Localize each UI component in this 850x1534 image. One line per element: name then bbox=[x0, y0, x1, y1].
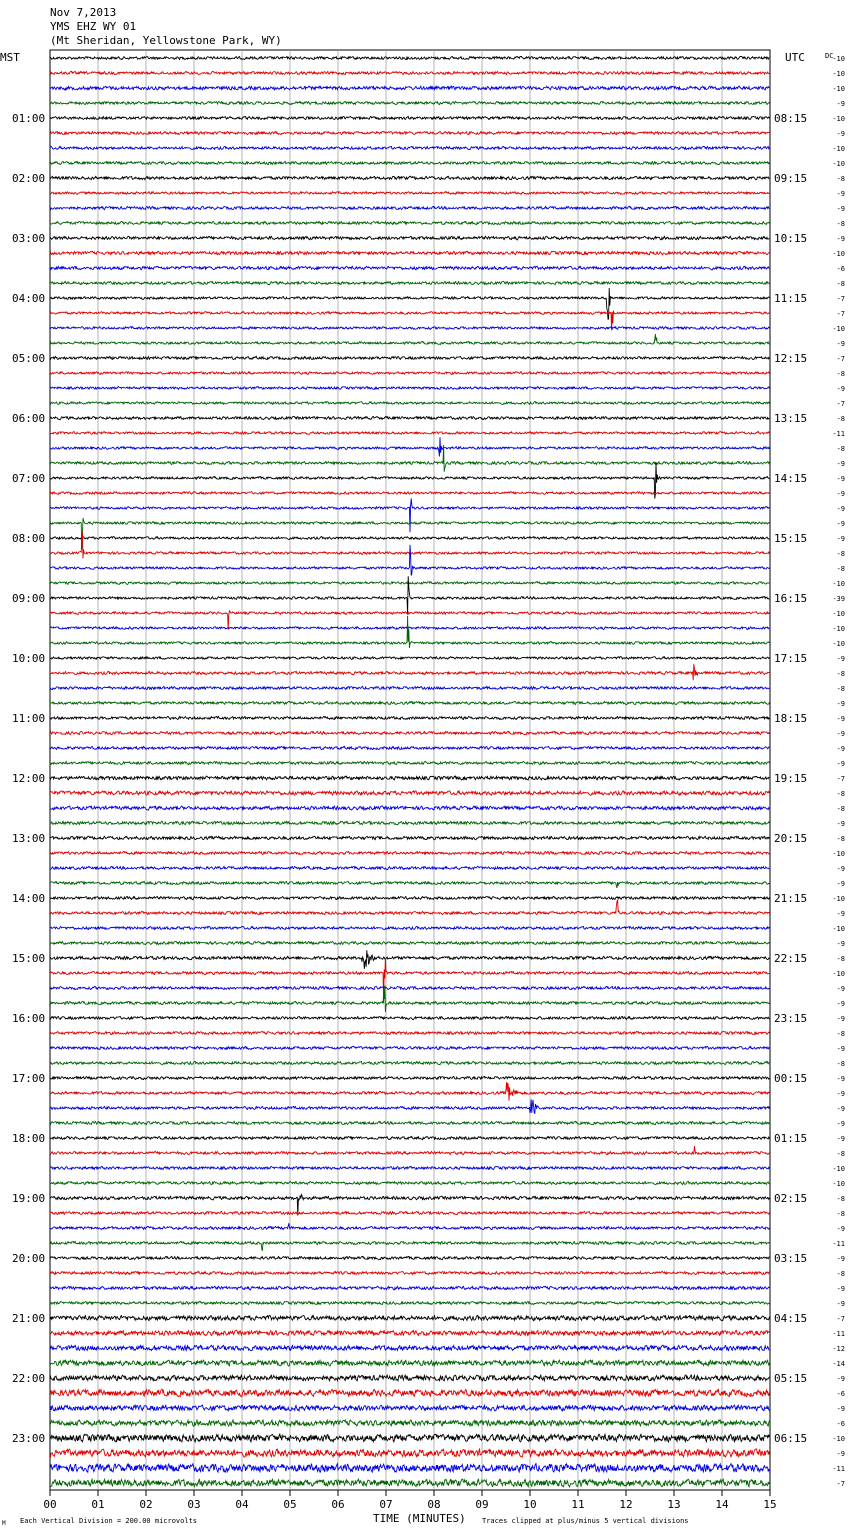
trace-row bbox=[50, 372, 769, 375]
header-station: YMS EHZ WY 01 bbox=[50, 20, 137, 33]
mst-hour-label: 15:00 bbox=[12, 952, 46, 965]
utc-hour-label: 19:15 bbox=[774, 772, 808, 785]
x-tick-label: 05 bbox=[283, 1498, 297, 1511]
trace-row bbox=[50, 791, 769, 795]
trace-row bbox=[50, 1479, 769, 1487]
trace-row bbox=[50, 776, 769, 780]
dc-offset-value: -6 bbox=[836, 1390, 845, 1398]
dc-offset-value: -8 bbox=[836, 1150, 845, 1158]
dc-offset-value: -9 bbox=[836, 880, 845, 888]
utc-hour-label: 14:15 bbox=[774, 472, 808, 485]
dc-offset-value: -9 bbox=[836, 865, 845, 873]
dc-offset-value: -10 bbox=[832, 1180, 845, 1188]
dc-offset-value: -8 bbox=[836, 955, 845, 963]
mst-hour-label: 03:00 bbox=[12, 232, 46, 245]
corner-mark: M bbox=[2, 1520, 6, 1527]
dc-offset-value: -9 bbox=[836, 1285, 845, 1293]
trace-row bbox=[50, 686, 769, 689]
trace-row bbox=[50, 57, 769, 60]
trace-row bbox=[50, 545, 769, 576]
trace-row bbox=[50, 492, 769, 495]
dc-offset-value: -10 bbox=[832, 1165, 845, 1173]
dc-offset-value: -9 bbox=[836, 1450, 845, 1458]
dc-offset-value: -10 bbox=[832, 85, 845, 93]
trace-row bbox=[50, 1181, 769, 1184]
dc-offset-value: -8 bbox=[836, 280, 845, 288]
trace-row bbox=[50, 731, 769, 734]
utc-hour-label: 17:15 bbox=[774, 652, 808, 665]
dc-offset-value: -9 bbox=[836, 190, 845, 198]
dc-offset-value: -6 bbox=[836, 265, 845, 273]
utc-hour-labels bbox=[774, 112, 807, 1445]
scale-note: Each Vertical Division = 200.00 microvolts bbox=[20, 1517, 198, 1525]
trace-row bbox=[50, 1405, 769, 1411]
dc-offset-value: -11 bbox=[832, 1330, 845, 1338]
utc-hour-label: 01:15 bbox=[774, 1132, 808, 1145]
mst-hour-label: 19:00 bbox=[12, 1192, 46, 1205]
mst-hour-label: 05:00 bbox=[12, 352, 46, 365]
dc-offset-value: -9 bbox=[836, 745, 845, 753]
dc-offset-value: -9 bbox=[836, 820, 845, 828]
trace-row bbox=[50, 701, 769, 704]
dc-offset-value: -9 bbox=[836, 460, 845, 468]
dc-offset-value: -10 bbox=[832, 895, 845, 903]
dc-offset-value: -10 bbox=[832, 850, 845, 858]
utc-hour-label: 13:15 bbox=[774, 412, 808, 425]
dc-offset-value: -9 bbox=[836, 505, 845, 513]
trace-row bbox=[50, 1146, 769, 1155]
x-axis-label: TIME (MINUTES) bbox=[373, 1512, 466, 1525]
trace-row bbox=[50, 1047, 769, 1050]
trace-row bbox=[50, 498, 769, 532]
trace-row bbox=[50, 334, 769, 344]
dc-offset-value: -9 bbox=[836, 205, 845, 213]
trace-row bbox=[50, 881, 769, 888]
utc-hour-label: 21:15 bbox=[774, 892, 808, 905]
dc-offset-value: -8 bbox=[836, 445, 845, 453]
utc-hour-label: 00:15 bbox=[774, 1072, 808, 1085]
trace-row bbox=[50, 746, 769, 749]
trace-row bbox=[50, 958, 769, 1003]
mst-hour-label: 08:00 bbox=[12, 532, 46, 545]
dc-offset-value: -9 bbox=[836, 1300, 845, 1308]
dc-offset-value: -9 bbox=[836, 1135, 845, 1143]
x-axis-ticks bbox=[43, 1490, 776, 1511]
utc-hour-label: 08:15 bbox=[774, 112, 808, 125]
dc-offset-value: -8 bbox=[836, 685, 845, 693]
trace-row bbox=[50, 266, 769, 270]
trace-row bbox=[50, 1099, 769, 1113]
dc-offset-value: -9 bbox=[836, 985, 845, 993]
mst-hour-label: 21:00 bbox=[12, 1312, 46, 1325]
dc-offset-value: -9 bbox=[836, 1045, 845, 1053]
dc-offset-value: -9 bbox=[836, 1405, 845, 1413]
trace-row bbox=[50, 327, 769, 330]
dc-offset-value: -8 bbox=[836, 1060, 845, 1068]
dc-offset-value: -7 bbox=[836, 400, 845, 408]
dc-offset-value: -9 bbox=[836, 490, 845, 498]
trace-row bbox=[50, 537, 769, 540]
trace-row bbox=[50, 176, 769, 180]
mst-hour-label: 16:00 bbox=[12, 1012, 46, 1025]
dc-offset-value: -9 bbox=[836, 715, 845, 723]
trace-row bbox=[50, 221, 769, 224]
trace-row bbox=[50, 896, 769, 899]
trace-row bbox=[50, 192, 769, 195]
trace-row bbox=[50, 251, 769, 254]
trace-row bbox=[50, 1256, 769, 1259]
dc-offset-value: -10 bbox=[832, 70, 845, 78]
x-tick-label: 12 bbox=[619, 1498, 633, 1511]
mst-hour-label: 20:00 bbox=[12, 1252, 46, 1265]
dc-offset-value: -9 bbox=[836, 700, 845, 708]
trace-row bbox=[50, 1420, 769, 1426]
dc-offset-value: -9 bbox=[836, 235, 845, 243]
trace-row bbox=[50, 71, 769, 74]
trace-row bbox=[50, 852, 769, 855]
dc-offset-value: -6 bbox=[836, 1420, 845, 1428]
utc-hour-label: 18:15 bbox=[774, 712, 808, 725]
trace-row bbox=[50, 1271, 769, 1274]
dc-offset-value: -9 bbox=[836, 730, 845, 738]
dc-offset-value: -9 bbox=[836, 1255, 845, 1263]
seismic-traces bbox=[50, 57, 769, 1487]
dc-offset-value: -9 bbox=[836, 1015, 845, 1023]
utc-hour-label: 04:15 bbox=[774, 1312, 808, 1325]
dc-offset-value: -9 bbox=[836, 1120, 845, 1128]
mst-hour-label: 02:00 bbox=[12, 172, 46, 185]
x-tick-label: 01 bbox=[91, 1498, 105, 1511]
header-location: (Mt Sheridan, Yellowstone Park, WY) bbox=[50, 34, 282, 47]
x-tick-label: 09 bbox=[475, 1498, 489, 1511]
mst-hour-label: 12:00 bbox=[12, 772, 46, 785]
dc-offset-value: -9 bbox=[836, 535, 845, 543]
dc-offset-value: -9 bbox=[836, 1090, 845, 1098]
header-date: Nov 7,2013 bbox=[50, 6, 117, 19]
utc-hour-label: 02:15 bbox=[774, 1192, 808, 1205]
trace-row bbox=[50, 716, 769, 719]
mst-hour-label: 04:00 bbox=[12, 292, 46, 305]
right-timezone-label: UTC bbox=[785, 51, 805, 64]
x-tick-label: 02 bbox=[139, 1498, 153, 1511]
dc-offset-value: -8 bbox=[836, 805, 845, 813]
trace-row bbox=[50, 402, 769, 405]
dc-offset-value: -10 bbox=[832, 640, 845, 648]
dc-offset-value: -8 bbox=[836, 370, 845, 378]
dc-offset-value: -7 bbox=[836, 775, 845, 783]
x-tick-label: 10 bbox=[523, 1498, 537, 1511]
dc-offset-value: -10 bbox=[832, 145, 845, 153]
trace-row bbox=[50, 762, 769, 765]
x-tick-label: 14 bbox=[715, 1498, 729, 1511]
dc-offset-value: -7 bbox=[836, 295, 845, 303]
dc-offset-value: -39 bbox=[832, 595, 845, 603]
dc-offset-value: -9 bbox=[836, 1375, 845, 1383]
trace-row bbox=[50, 432, 769, 435]
trace-row bbox=[50, 926, 769, 929]
mst-hour-label: 23:00 bbox=[12, 1432, 46, 1445]
x-tick-label: 11 bbox=[571, 1498, 585, 1511]
x-tick-label: 07 bbox=[379, 1498, 393, 1511]
trace-row bbox=[50, 836, 769, 840]
trace-row bbox=[50, 1136, 769, 1139]
trace-row bbox=[50, 1449, 769, 1457]
dc-offset-value: -14 bbox=[832, 1360, 845, 1368]
dc-offset-value: -7 bbox=[836, 1315, 845, 1323]
dc-offset-value: -10 bbox=[832, 970, 845, 978]
x-tick-label: 04 bbox=[235, 1498, 249, 1511]
mst-hour-label: 14:00 bbox=[12, 892, 46, 905]
dc-offset-value: -8 bbox=[836, 565, 845, 573]
trace-row bbox=[50, 1016, 769, 1019]
mst-hour-label: 07:00 bbox=[12, 472, 46, 485]
x-tick-label: 08 bbox=[427, 1498, 441, 1511]
clip-note: Traces clipped at plus/minus 5 vertical divisions bbox=[482, 1517, 689, 1525]
dc-offset-value: -9 bbox=[836, 655, 845, 663]
dc-offset-value: -10 bbox=[832, 160, 845, 168]
dc-offset-value: -11 bbox=[832, 1240, 845, 1248]
dc-offset-value: -8 bbox=[836, 1030, 845, 1038]
dc-offset-value: -9 bbox=[836, 1225, 845, 1233]
dc-offset-value: -12 bbox=[832, 1345, 845, 1353]
trace-row bbox=[50, 1375, 769, 1381]
trace-row bbox=[50, 1061, 769, 1064]
dc-offset-value: -8 bbox=[836, 550, 845, 558]
dc-offset-value: -9 bbox=[836, 130, 845, 138]
dc-offset-value: -10 bbox=[832, 1435, 845, 1443]
trace-row bbox=[50, 1031, 769, 1034]
x-tick-label: 06 bbox=[331, 1498, 345, 1511]
trace-row bbox=[50, 1241, 769, 1251]
trace-row bbox=[50, 1389, 769, 1397]
trace-row bbox=[50, 1330, 769, 1335]
mst-hour-label: 01:00 bbox=[12, 112, 46, 125]
dc-offset-value: -9 bbox=[836, 385, 845, 393]
utc-hour-label: 15:15 bbox=[774, 532, 808, 545]
x-tick-label: 00 bbox=[43, 1498, 57, 1511]
trace-row bbox=[50, 416, 769, 419]
dc-offset-value: -9 bbox=[836, 940, 845, 948]
utc-hour-label: 23:15 bbox=[774, 1012, 808, 1025]
dc-offset-value: -10 bbox=[832, 55, 845, 63]
trace-row bbox=[50, 86, 769, 90]
trace-row bbox=[50, 281, 769, 284]
trace-row bbox=[50, 1360, 769, 1366]
dc-offset-value: -10 bbox=[832, 580, 845, 588]
trace-row bbox=[50, 161, 769, 164]
dc-offset-value: -11 bbox=[832, 1465, 845, 1473]
trace-row bbox=[50, 1166, 769, 1169]
mst-hour-label: 06:00 bbox=[12, 412, 46, 425]
dc-offset-value: -9 bbox=[836, 1075, 845, 1083]
trace-row bbox=[50, 950, 769, 969]
trace-row bbox=[50, 1223, 769, 1229]
x-tick-label: 03 bbox=[187, 1498, 201, 1511]
trace-row bbox=[50, 900, 769, 915]
mst-hour-label: 10:00 bbox=[12, 652, 46, 665]
trace-row bbox=[50, 387, 769, 390]
trace-row bbox=[50, 356, 769, 359]
trace-row bbox=[50, 132, 769, 135]
trace-row bbox=[50, 941, 769, 944]
dc-offset-value: -10 bbox=[832, 325, 845, 333]
trace-row bbox=[50, 518, 769, 550]
trace-row bbox=[50, 288, 769, 319]
dc-offset-value: -8 bbox=[836, 835, 845, 843]
dc-offset-value: -9 bbox=[836, 475, 845, 483]
trace-row bbox=[50, 582, 769, 585]
trace-row bbox=[50, 146, 769, 149]
trace-row bbox=[50, 806, 769, 810]
mst-hour-label: 13:00 bbox=[12, 832, 46, 845]
trace-row bbox=[50, 821, 769, 825]
trace-row bbox=[50, 116, 769, 119]
trace-row bbox=[50, 616, 769, 648]
trace-row bbox=[50, 437, 769, 456]
utc-hour-label: 12:15 bbox=[774, 352, 808, 365]
dc-offset-value: -10 bbox=[832, 925, 845, 933]
utc-hour-label: 05:15 bbox=[774, 1372, 808, 1385]
dc-offset-value: -7 bbox=[836, 355, 845, 363]
dc-offset-value: -8 bbox=[836, 220, 845, 228]
mst-hour-label: 11:00 bbox=[12, 712, 46, 725]
trace-row bbox=[50, 1464, 769, 1473]
utc-hour-label: 22:15 bbox=[774, 952, 808, 965]
dc-offset-value: -10 bbox=[832, 115, 845, 123]
trace-row bbox=[50, 206, 769, 209]
dc-offset-value: -9 bbox=[836, 910, 845, 918]
utc-hour-label: 20:15 bbox=[774, 832, 808, 845]
dc-offset-value: -9 bbox=[836, 520, 845, 528]
dc-offset-value: -9 bbox=[836, 760, 845, 768]
mst-hour-labels bbox=[12, 112, 45, 1445]
utc-hour-label: 16:15 bbox=[774, 592, 808, 605]
dc-offset-value: -8 bbox=[836, 415, 845, 423]
trace-row bbox=[50, 1316, 769, 1321]
trace-row bbox=[50, 1082, 769, 1101]
trace-row bbox=[50, 627, 769, 630]
dc-offset-value: -8 bbox=[836, 1195, 845, 1203]
x-tick-label: 15 bbox=[763, 1498, 777, 1511]
trace-row bbox=[50, 236, 769, 240]
mst-hour-label: 09:00 bbox=[12, 592, 46, 605]
trace-row bbox=[50, 1211, 769, 1214]
dc-offset-value: -10 bbox=[832, 250, 845, 258]
dc-offset-value: -11 bbox=[832, 430, 845, 438]
dc-offset-value: -8 bbox=[836, 670, 845, 678]
utc-hour-label: 06:15 bbox=[774, 1432, 808, 1445]
trace-row bbox=[50, 866, 769, 869]
dc-offset-value: -8 bbox=[836, 1210, 845, 1218]
dc-offset-value: -8 bbox=[836, 175, 845, 183]
dc-offset-value: -9 bbox=[836, 1000, 845, 1008]
dc-offset-value: -8 bbox=[836, 1270, 845, 1278]
dc-offset-header: DC bbox=[825, 52, 834, 60]
mst-hour-label: 17:00 bbox=[12, 1072, 46, 1085]
dc-offset-value: -9 bbox=[836, 1105, 845, 1113]
utc-hour-label: 03:15 bbox=[774, 1252, 808, 1265]
trace-row bbox=[50, 657, 769, 660]
x-tick-label: 13 bbox=[667, 1498, 681, 1511]
utc-hour-label: 09:15 bbox=[774, 172, 808, 185]
utc-hour-label: 10:15 bbox=[774, 232, 808, 245]
trace-row bbox=[50, 1076, 769, 1079]
mst-hour-label: 18:00 bbox=[12, 1132, 46, 1145]
dc-offset-labels bbox=[832, 55, 845, 1488]
trace-row bbox=[50, 1121, 769, 1124]
dc-offset-value: -7 bbox=[836, 310, 845, 318]
utc-hour-label: 11:15 bbox=[774, 292, 808, 305]
trace-row bbox=[50, 986, 769, 1012]
trace-row bbox=[50, 664, 769, 680]
trace-row bbox=[50, 101, 769, 104]
dc-offset-value: -7 bbox=[836, 1480, 845, 1488]
dc-offset-value: -9 bbox=[836, 340, 845, 348]
dc-offset-value: -8 bbox=[836, 790, 845, 798]
mst-hour-label: 22:00 bbox=[12, 1372, 46, 1385]
dc-offset-value: -9 bbox=[836, 100, 845, 108]
dc-offset-value: -10 bbox=[832, 610, 845, 618]
trace-row bbox=[50, 1286, 769, 1290]
trace-row bbox=[50, 986, 769, 989]
trace-row bbox=[50, 1345, 769, 1351]
trace-row bbox=[50, 1301, 769, 1304]
dc-offset-value: -10 bbox=[832, 625, 845, 633]
left-timezone-label: MST bbox=[0, 51, 20, 64]
trace-row bbox=[50, 1434, 769, 1442]
